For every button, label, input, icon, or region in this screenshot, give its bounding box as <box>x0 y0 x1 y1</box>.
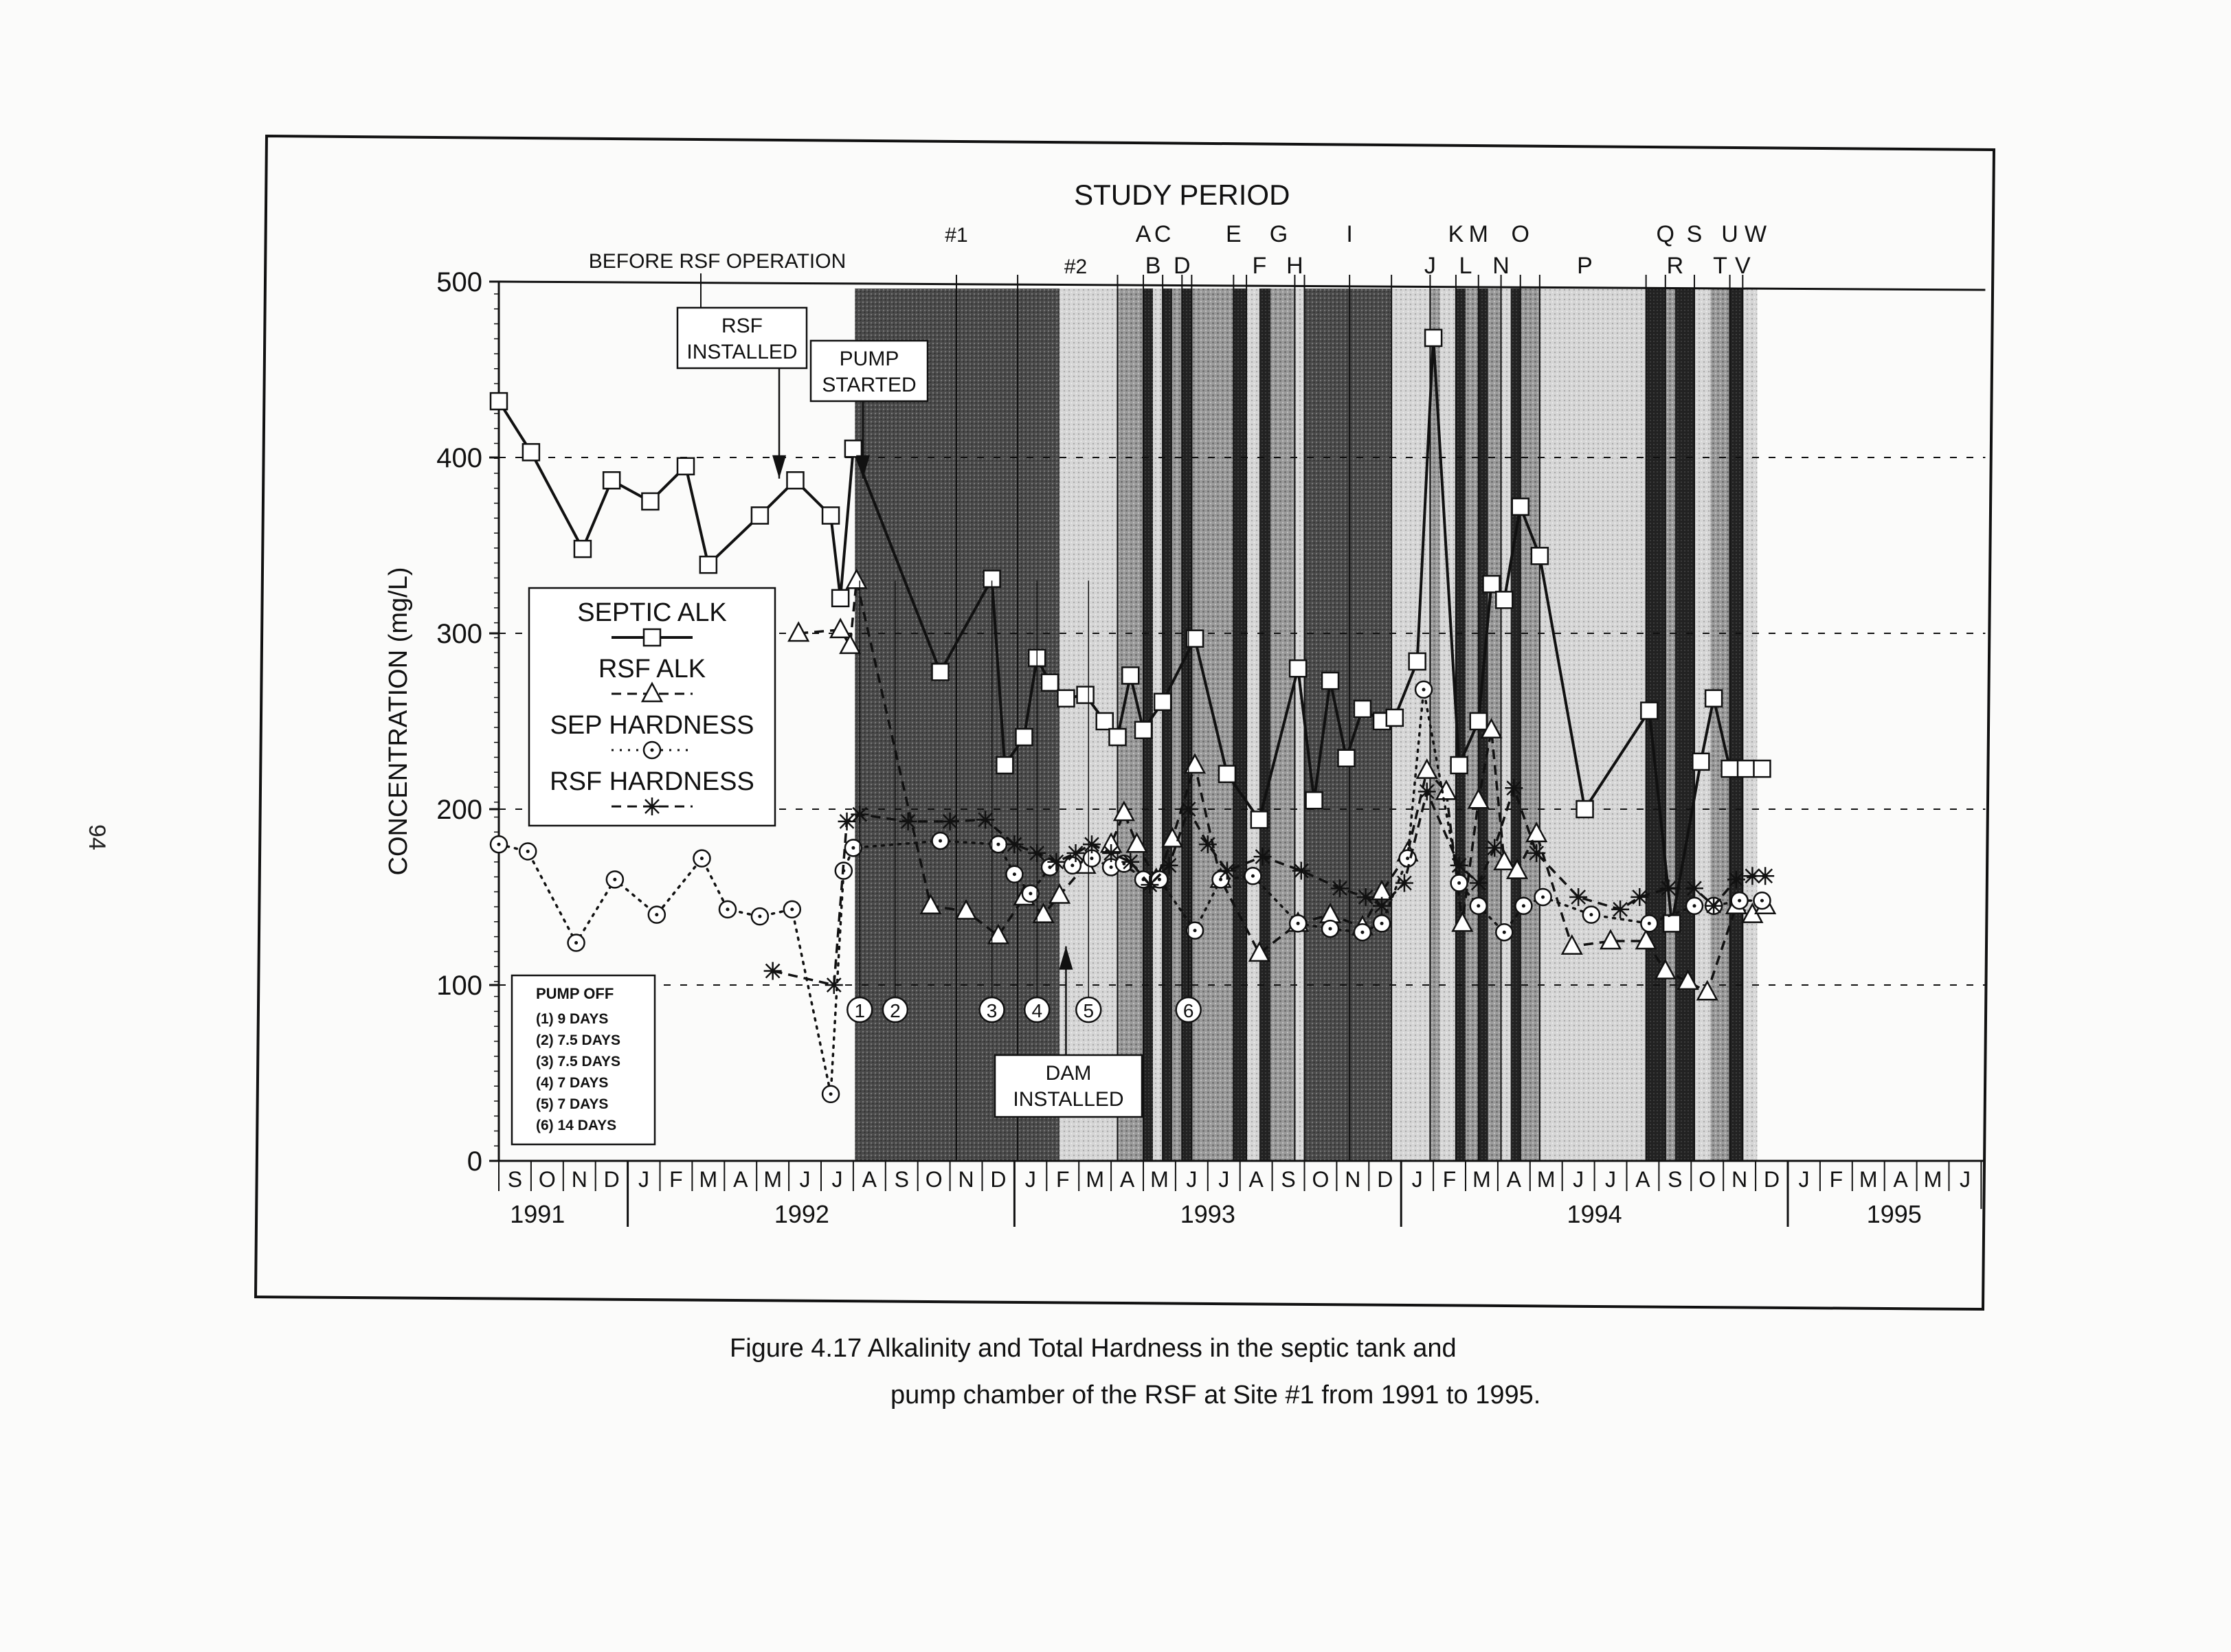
month-label: N <box>1731 1167 1748 1192</box>
data-point-square <box>1753 760 1770 777</box>
study-period-band <box>855 288 956 1161</box>
month-label: J <box>1411 1167 1423 1192</box>
data-point-asterisk <box>1470 874 1488 892</box>
data-point-asterisk <box>1357 888 1375 906</box>
month-label: A <box>1893 1167 1908 1192</box>
data-point-square <box>822 507 839 523</box>
rsf-installed-text: RSF <box>721 315 763 337</box>
data-point-asterisk <box>825 976 843 994</box>
pump-off-item: (3) 7.5 DAYS <box>536 1054 620 1070</box>
month-label: S <box>1668 1167 1683 1192</box>
month-label: J <box>1573 1167 1584 1192</box>
data-point-square <box>1641 703 1657 719</box>
data-point-square <box>1322 672 1338 689</box>
period-label: C <box>1154 221 1171 247</box>
data-point-circle-dot <box>1503 931 1506 934</box>
data-point-circle-dot <box>1013 872 1016 876</box>
data-point-circle-dot <box>1029 892 1032 895</box>
data-point-asterisk <box>1756 867 1774 885</box>
data-point-square <box>1663 915 1680 931</box>
study-period-band <box>1259 288 1270 1161</box>
data-point-square <box>1219 766 1235 782</box>
month-label: O <box>1312 1167 1330 1192</box>
month-label: J <box>1798 1167 1810 1192</box>
data-point-square <box>1251 811 1268 828</box>
month-label: M <box>763 1167 782 1192</box>
y-tick-label: 400 <box>436 443 482 473</box>
data-point-square <box>1532 547 1548 564</box>
rsf-installed-text: INSTALLED <box>686 341 798 363</box>
month-label: M <box>1536 1167 1556 1192</box>
month-label: M <box>1859 1167 1878 1192</box>
y-tick-label: 0 <box>467 1146 482 1177</box>
caption-line-2: pump chamber of the RSF at Site #1 from 1991 to 1995. <box>890 1381 1541 1410</box>
data-point-square <box>1577 801 1593 817</box>
data-point-square <box>1451 757 1468 773</box>
pump-off-marker-label: 2 <box>890 1000 901 1021</box>
data-point-square <box>1077 687 1094 703</box>
month-label: M <box>1472 1167 1491 1192</box>
data-point-circle-dot <box>1477 904 1480 907</box>
data-point-asterisk <box>1611 901 1629 918</box>
legend-label: SEPTIC ALK <box>577 598 727 627</box>
data-point-asterisk <box>1505 779 1523 797</box>
data-point-circle-dot <box>1648 922 1651 925</box>
period-label: I <box>1346 221 1353 247</box>
data-point-asterisk <box>1569 888 1587 906</box>
period-label: B <box>1145 253 1161 279</box>
data-point-square <box>1187 631 1203 647</box>
data-point-circle-dot <box>651 749 654 752</box>
data-point-asterisk <box>1047 853 1065 871</box>
pump-off-title: PUMP OFF <box>536 985 614 1002</box>
data-point-square <box>1496 591 1512 608</box>
month-label: O <box>1699 1167 1716 1192</box>
pump-off-marker-label: 5 <box>1083 1000 1095 1021</box>
dam-installed-text: DAM <box>1045 1062 1092 1085</box>
data-point-asterisk <box>1630 888 1648 906</box>
month-label: J <box>831 1167 843 1192</box>
data-point-asterisk <box>1067 844 1085 862</box>
data-point-circle-dot <box>851 846 855 850</box>
data-point-asterisk <box>1727 870 1745 888</box>
data-point-square <box>1135 722 1152 738</box>
data-point-circle-dot <box>726 907 729 911</box>
data-point-asterisk <box>764 962 782 980</box>
period-label: U <box>1721 221 1738 247</box>
data-point-asterisk <box>1373 897 1391 915</box>
data-point-asterisk <box>1395 874 1413 892</box>
data-point-square <box>1409 653 1426 670</box>
study-period-band <box>1153 288 1163 1161</box>
period-label: V <box>1734 253 1751 279</box>
data-point-circle-dot <box>497 843 501 846</box>
data-point-circle-dot <box>1589 913 1593 916</box>
period-label: N <box>1492 253 1510 279</box>
month-label: J <box>1186 1167 1198 1192</box>
period-label: G <box>1269 221 1288 247</box>
period-label: #2 <box>1064 256 1088 278</box>
data-point-asterisk <box>941 813 959 830</box>
data-point-asterisk <box>1121 853 1139 871</box>
data-point-circle-dot <box>1422 688 1426 691</box>
data-point-square <box>603 472 620 488</box>
month-label: D <box>990 1167 1007 1192</box>
data-point-circle-dot <box>1406 857 1409 860</box>
year-label: 1993 <box>1180 1200 1235 1228</box>
pump-off-marker-label: 3 <box>986 1000 998 1021</box>
y-tick-label: 200 <box>436 795 482 825</box>
data-point-asterisk <box>1659 879 1677 897</box>
month-label: M <box>1923 1167 1942 1192</box>
month-label: S <box>507 1167 523 1192</box>
data-point-asterisk <box>1331 879 1349 897</box>
month-label: F <box>669 1167 683 1192</box>
period-label: K <box>1448 221 1464 247</box>
period-label: J <box>1424 253 1436 279</box>
period-label: T <box>1713 253 1727 279</box>
data-point-square <box>1705 690 1722 707</box>
data-point-circle-dot <box>1760 899 1764 903</box>
month-label: A <box>1248 1167 1264 1192</box>
data-point-circle-dot <box>1219 878 1222 881</box>
data-point-square <box>1387 710 1403 726</box>
data-point-circle-dot <box>1738 899 1741 903</box>
data-point-asterisk <box>1292 862 1310 880</box>
data-point-square <box>1722 760 1738 777</box>
legend-label: RSF ALK <box>598 655 706 683</box>
month-label: N <box>958 1167 974 1192</box>
data-point-square <box>1097 713 1113 729</box>
data-point-square <box>700 556 717 573</box>
data-point-circle-dot <box>613 878 616 881</box>
month-label: F <box>1829 1167 1843 1192</box>
data-point-square <box>677 458 694 475</box>
study-period-band <box>1742 288 1757 1161</box>
data-point-square <box>1109 729 1125 745</box>
study-period-band <box>1730 288 1743 1161</box>
data-point-asterisk <box>1486 839 1503 857</box>
month-label: A <box>733 1167 748 1192</box>
month-label: A <box>1635 1167 1650 1192</box>
before-rsf-label: BEFORE RSF OPERATION <box>588 250 847 273</box>
period-label: D <box>1173 253 1191 279</box>
month-label: J <box>1605 1167 1617 1192</box>
pump-off-item: (5) 7 DAYS <box>536 1096 609 1112</box>
period-label: Q <box>1656 221 1675 247</box>
data-point-circle-dot <box>655 913 658 916</box>
legend-label: SEP HARDNESS <box>550 711 754 740</box>
data-point-asterisk <box>1199 835 1217 853</box>
data-point-asterisk <box>1005 835 1023 853</box>
data-point-square <box>1425 330 1442 346</box>
pump-started-text: PUMP <box>839 348 899 370</box>
data-point-square <box>644 629 660 646</box>
month-label: M <box>1086 1167 1104 1192</box>
data-point-asterisk <box>1102 844 1120 862</box>
study-period-band <box>1646 288 1666 1161</box>
month-label: O <box>925 1167 943 1192</box>
data-point-circle-dot <box>526 850 530 853</box>
pump-started-text: STARTED <box>822 374 917 396</box>
data-point-square <box>1512 499 1529 515</box>
study-period-band <box>1501 288 1511 1161</box>
data-point-circle-dot <box>574 941 578 944</box>
study-period-band <box>1540 288 1646 1161</box>
legend-label: RSF HARDNESS <box>550 767 754 796</box>
data-point-square <box>1354 701 1371 717</box>
data-point-circle-dot <box>1329 927 1332 931</box>
data-point-asterisk <box>1450 857 1468 874</box>
month-label: J <box>1218 1167 1230 1192</box>
period-label: P <box>1577 253 1593 279</box>
data-point-square <box>996 757 1013 773</box>
data-point-circle-dot <box>1522 904 1525 907</box>
data-point-asterisk <box>1083 835 1101 853</box>
data-point-square <box>1042 675 1058 691</box>
data-point-square <box>1692 754 1709 770</box>
year-label: 1994 <box>1567 1200 1622 1228</box>
data-point-circle-dot <box>1251 874 1255 878</box>
data-point-asterisk <box>1141 876 1158 894</box>
data-point-circle-dot <box>1692 904 1696 907</box>
y-tick-label: 100 <box>436 971 482 1001</box>
data-point-square <box>491 393 507 409</box>
data-point-triangle <box>831 620 850 637</box>
year-label: 1992 <box>774 1200 829 1228</box>
month-label: J <box>799 1167 811 1192</box>
month-label: D <box>1377 1167 1393 1192</box>
rsf-installed-arrow-head <box>772 455 786 479</box>
data-point-circle-dot <box>996 843 1000 846</box>
data-point-circle-dot <box>1360 931 1364 934</box>
study-period-band <box>1666 288 1675 1161</box>
data-point-square <box>642 493 658 510</box>
month-label: D <box>603 1167 620 1192</box>
month-label: N <box>1345 1167 1361 1192</box>
data-point-square <box>845 440 862 457</box>
period-label: W <box>1745 221 1767 247</box>
month-label: S <box>1281 1167 1296 1192</box>
month-label: O <box>538 1167 556 1192</box>
month-label: A <box>862 1167 877 1192</box>
pump-off-marker-label: 4 <box>1031 1000 1043 1021</box>
legend <box>512 588 775 1144</box>
data-point-circle-dot <box>1457 881 1461 885</box>
month-label: D <box>1763 1167 1780 1192</box>
page-number: 94 <box>84 824 110 850</box>
pump-off-item: (6) 14 DAYS <box>536 1118 617 1133</box>
data-point-asterisk <box>1218 862 1236 880</box>
data-point-asterisk <box>899 813 917 830</box>
study-period-bands <box>855 275 1757 1161</box>
data-point-square <box>1016 729 1032 745</box>
caption-line-1: Figure 4.17 Alkalinity and Total Hardness in the septic tank and <box>730 1334 1457 1363</box>
data-point-circle-dot <box>1110 865 1113 869</box>
data-point-circle-dot <box>1297 922 1300 925</box>
month-label: F <box>1055 1167 1070 1192</box>
data-point-circle-dot <box>1541 896 1545 899</box>
pump-off-item: (4) 7 DAYS <box>536 1075 609 1091</box>
period-label: #1 <box>945 224 968 247</box>
data-point-square <box>574 541 591 557</box>
data-point-square <box>787 472 803 488</box>
study-period-band <box>1521 288 1540 1161</box>
y-tick-label: 300 <box>436 619 482 649</box>
pump-off-item: (1) 9 DAYS <box>536 1011 609 1027</box>
month-label: S <box>894 1167 909 1192</box>
data-point-circle-dot <box>790 907 794 911</box>
data-point-square <box>1154 694 1171 710</box>
month-label: A <box>1119 1167 1135 1192</box>
data-point-asterisk <box>1418 782 1436 800</box>
period-label: L <box>1459 253 1472 279</box>
data-point-square <box>1338 750 1354 767</box>
data-point-circle-dot <box>700 857 704 860</box>
month-label: J <box>1024 1167 1036 1192</box>
pump-off-item: (2) 7.5 DAYS <box>536 1032 620 1048</box>
data-point-asterisk <box>1705 897 1723 915</box>
data-point-circle-dot <box>1380 922 1384 925</box>
period-label: E <box>1225 221 1242 247</box>
dam-installed-text: INSTALLED <box>1013 1088 1124 1111</box>
data-point-square <box>1290 660 1306 677</box>
y-axis-label: CONCENTRATION (mg/L) <box>384 567 413 876</box>
data-point-circle-dot <box>758 915 761 918</box>
year-label: 1995 <box>1866 1200 1922 1228</box>
period-label: O <box>1511 221 1529 247</box>
data-point-square <box>1122 667 1139 683</box>
data-point-asterisk <box>643 797 661 815</box>
data-point-circle-dot <box>1158 878 1161 881</box>
data-point-square <box>1483 576 1500 592</box>
data-point-circle-dot <box>1070 863 1074 867</box>
data-point-circle-dot <box>939 839 942 843</box>
data-point-asterisk <box>1254 848 1272 865</box>
data-point-circle-dot <box>1193 929 1197 932</box>
month-label: J <box>1959 1167 1971 1192</box>
period-label: F <box>1252 253 1267 279</box>
data-point-square <box>932 664 949 680</box>
study-period-band <box>1191 288 1233 1161</box>
year-label: 1991 <box>510 1200 565 1228</box>
data-point-asterisk <box>1161 857 1178 874</box>
data-point-square <box>1057 690 1074 707</box>
data-point-asterisk <box>1527 844 1545 862</box>
pump-off-marker-label: 1 <box>854 1000 866 1021</box>
period-label: A <box>1135 221 1152 247</box>
period-label: M <box>1468 221 1488 247</box>
data-point-square <box>752 507 768 523</box>
study-period-band <box>1246 288 1259 1161</box>
y-tick-label: 500 <box>436 267 482 297</box>
chart-title: STUDY PERIOD <box>1074 179 1290 211</box>
study-period-band <box>1294 288 1304 1161</box>
study-period-band <box>1305 288 1350 1161</box>
month-label: N <box>571 1167 587 1192</box>
data-point-circle-dot <box>1090 857 1093 860</box>
data-point-square <box>1306 792 1323 808</box>
study-period-band <box>1233 288 1246 1161</box>
pump-off-marker-label: 6 <box>1182 1000 1194 1021</box>
data-point-square <box>1738 760 1754 777</box>
period-label: S <box>1686 221 1703 247</box>
month-label: J <box>638 1167 650 1192</box>
study-period-band <box>1675 288 1694 1161</box>
study-period-band <box>1511 288 1521 1161</box>
study-period-band <box>1060 288 1075 1161</box>
study-period-band <box>1163 288 1172 1161</box>
month-label: M <box>699 1167 718 1192</box>
data-point-square <box>832 590 849 607</box>
data-point-square <box>1470 713 1487 729</box>
data-point-circle-dot <box>829 1092 833 1096</box>
period-label: H <box>1286 253 1303 279</box>
data-point-square <box>523 444 539 460</box>
data-point-asterisk <box>1685 879 1703 897</box>
month-label: F <box>1442 1167 1457 1192</box>
study-period-band <box>1439 288 1455 1161</box>
study-period-band <box>1172 288 1182 1161</box>
month-label: M <box>1150 1167 1169 1192</box>
study-period-band <box>1182 288 1191 1161</box>
study-period-band <box>956 288 1060 1161</box>
month-label: A <box>1506 1167 1522 1192</box>
period-label: R <box>1666 253 1684 279</box>
